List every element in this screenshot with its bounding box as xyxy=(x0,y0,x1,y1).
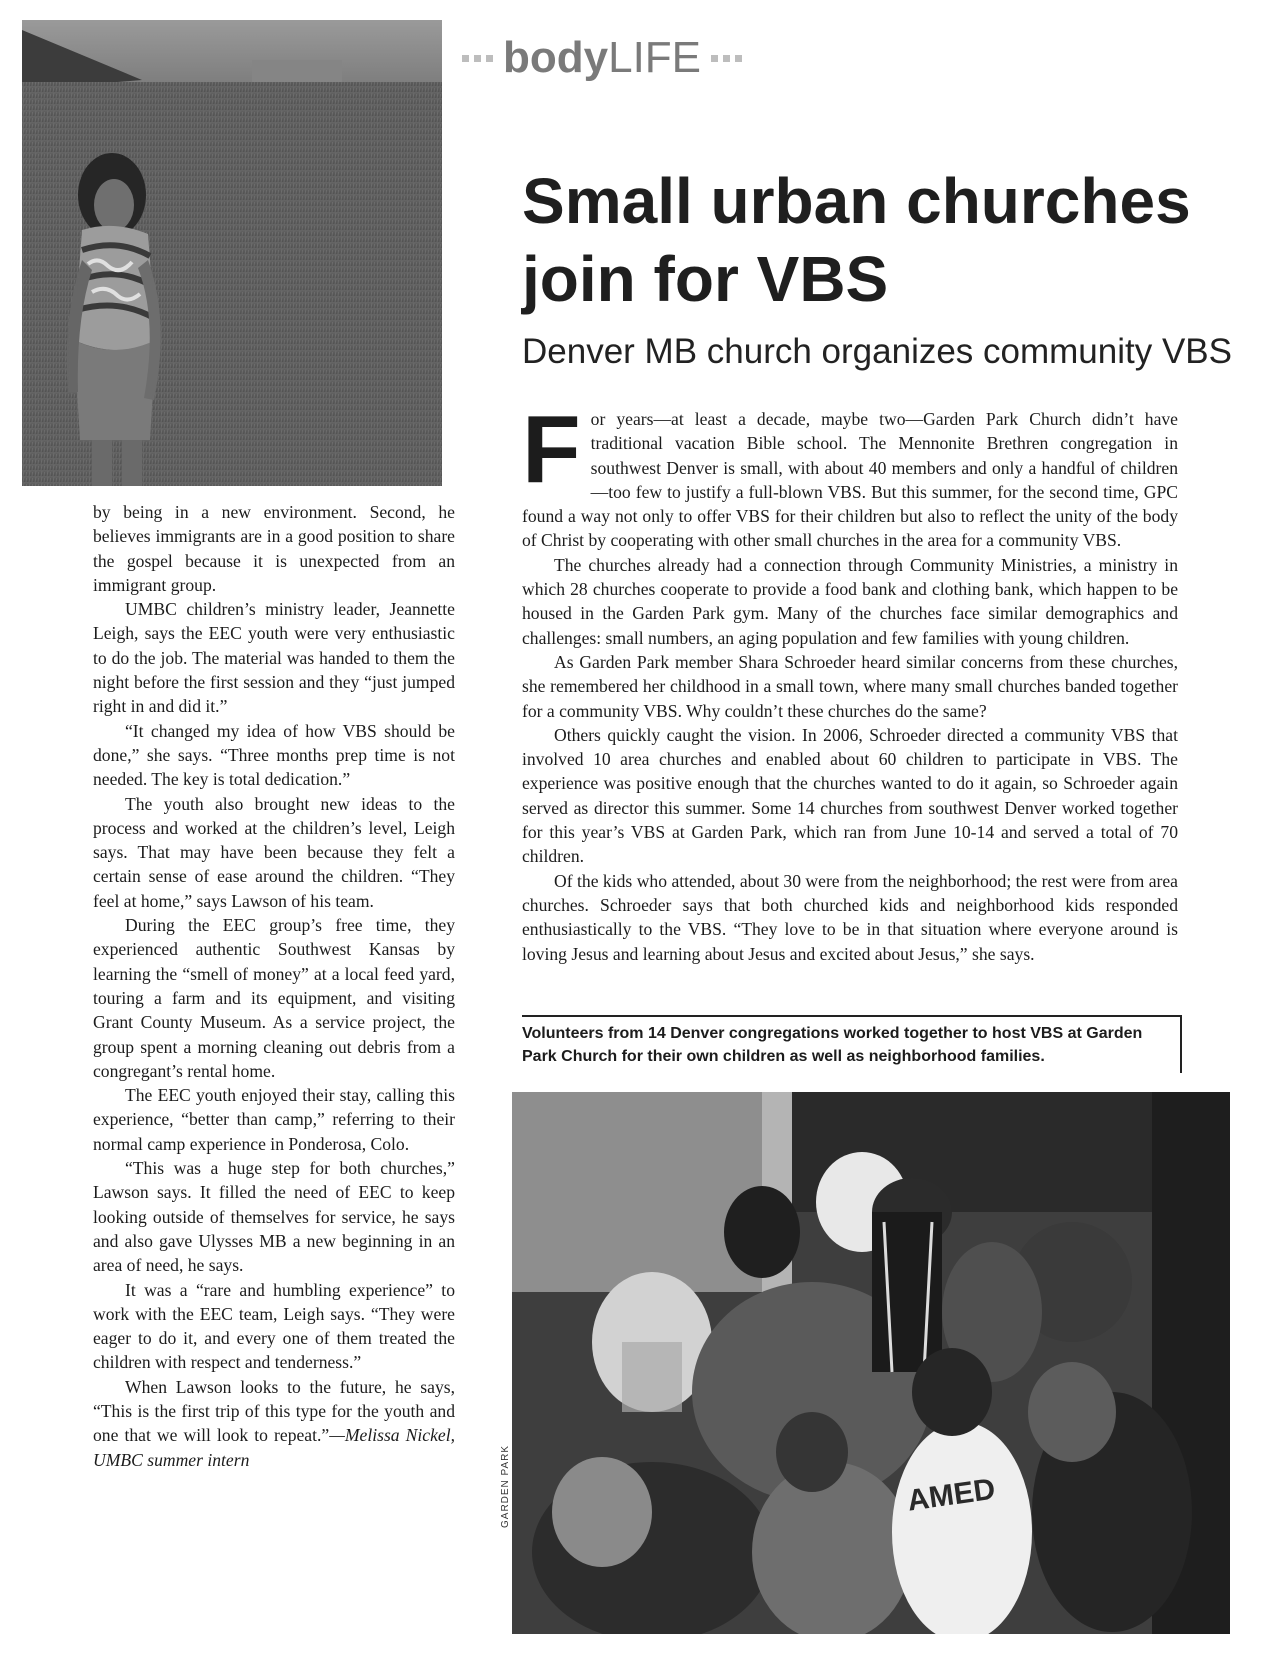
section-title-light: LIFE xyxy=(608,33,702,82)
right-paragraph: The churches already had a connection through Community Ministries, a ministry in which 28 churches cooperate to provide a food bank and clothing bank, which happen to be housed in the Garden Park gym. Many of the churches face similar demographics and challenges: small numbers, an aging population and few families with young children. xyxy=(522,554,1178,648)
left-paragraph: by being in a new environment. Second, he believes immigrants are in a good position to share the gospel because it is unexpected from an immigrant group. xyxy=(93,502,455,595)
caption-rule-right xyxy=(1180,1015,1182,1073)
caption-rule-top xyxy=(522,1015,1182,1017)
right-paragraph: As Garden Park member Shara Schroeder heard similar concerns from these churches, she remembered her childhood in a small town, where many small churches banded together for a community VBS. Why couldn’t these churches do the same? xyxy=(522,651,1178,721)
section-title-bold: body xyxy=(503,33,609,82)
byline: —Melissa Nickel, UMBC summer intern xyxy=(93,1425,455,1470)
photo-credit: GARDEN PARK xyxy=(500,1444,511,1528)
dropcap: F xyxy=(522,396,581,503)
photo-caption: Volunteers from 14 Denver congregations worked together to host VBS at Garden Park Church for their own children as well as neighborhood families. xyxy=(522,1025,1143,1065)
right-paragraph-first xyxy=(522,396,1178,553)
right-column-text xyxy=(522,396,1178,966)
right-paragraph: Others quickly caught the vision. In 2006, Schroeder directed a community VBS that involved 10 area churches and enabled about 60 children to participate in VBS. The experience was positive enough that the churches wanted to do it again, so Schroeder again served as director this summer. Some 14 churches from southwest Denver worked together for this year’s VBS at Garden Park, which ran from June 10-14 and served a total of 70 children. xyxy=(522,724,1178,867)
left-paragraph-final xyxy=(93,1375,455,1472)
photo-girl-in-field-image xyxy=(22,20,442,486)
section-title xyxy=(503,33,701,83)
photo-vbs-group-image xyxy=(512,1092,1230,1634)
left-paragraph-final-text: When Lawson looks to the future, he says, “This is the first trip of this type for the youth and one that we will look to repeat.” xyxy=(93,1376,455,1446)
shirt-text: AMED xyxy=(905,1472,998,1518)
headline: Small urban churches join for VBS xyxy=(522,165,1191,315)
right-paragraph-first-text: or years—at least a decade, maybe two—Garden Park Church didn’t have traditional vacation Bible school. The Mennonite Brethren congregation in southwest Denver is small, with about 40 members and only a handful of children—too few to justify a full-blown VBS. But this summer, for the second time, GPC found a way not only to offer VBS for their children but also to reflect the unity of the body of Christ by cooperating with other small churches in the area for a community VBS. xyxy=(522,409,1178,551)
left-paragraph: “This was a huge step for both churches,” Lawson says. It filled the need of EEC to keep looking outside of themselves for service, he says and also gave Ulysses MB a new beginning in an area of need, he says. xyxy=(93,1158,455,1276)
subheadline: Denver MB church organizes community VBS xyxy=(522,332,1232,371)
left-paragraph: It was a “rare and humbling experience” to work with the EEC team, Leigh says. “They were eager to do it, and every one of them treated the children with respect and tenderness.” xyxy=(93,1279,455,1373)
left-paragraph: UMBC children’s ministry leader, Jeannette Leigh, says the EEC youth were very enthusiastic to do the job. The material was handed to them the night before the first session and they “just jumped right in and did it.” xyxy=(93,599,455,717)
right-paragraph: Of the kids who attended, about 30 were from the neighborhood; the rest were from area churches. Schroeder says that both churched kids and neighborhood kids responded enthusiastically to the VBS. “They love to be in that situation where everyone around is loving Jesus and learning about Jesus and excited about Jesus,” she says. xyxy=(522,870,1178,964)
left-paragraph: “It changed my idea of how VBS should be done,” she says. “Three months prep time is not needed. The key is total dedication.” xyxy=(93,720,455,790)
left-paragraph: The EEC youth enjoyed their stay, calling this experience, “better than camp,” referring to their normal camp experience in Ponderosa, Colo. xyxy=(93,1085,455,1154)
header-dots-left xyxy=(462,55,493,62)
header-dots-right xyxy=(711,55,742,62)
left-column-text xyxy=(93,500,455,1472)
left-paragraph: The youth also brought new ideas to the process and worked at the children’s level, Leigh says. That may have been because they felt a certain sense of ease around the children. “They feel at home,” says Lawson of his team. xyxy=(93,793,455,911)
photo-girl-in-field xyxy=(22,20,442,486)
section-header xyxy=(462,28,742,88)
photo-vbs-group xyxy=(512,1092,1230,1634)
left-paragraph: During the EEC group’s free time, they experienced authentic Southwest Kansas by learning the “smell of money” at a local feed yard, touring a farm and its equipment, and visiting Grant County Museum. As a service project, the group spent a morning cleaning out debris from a congregant’s rental home. xyxy=(93,915,455,1081)
